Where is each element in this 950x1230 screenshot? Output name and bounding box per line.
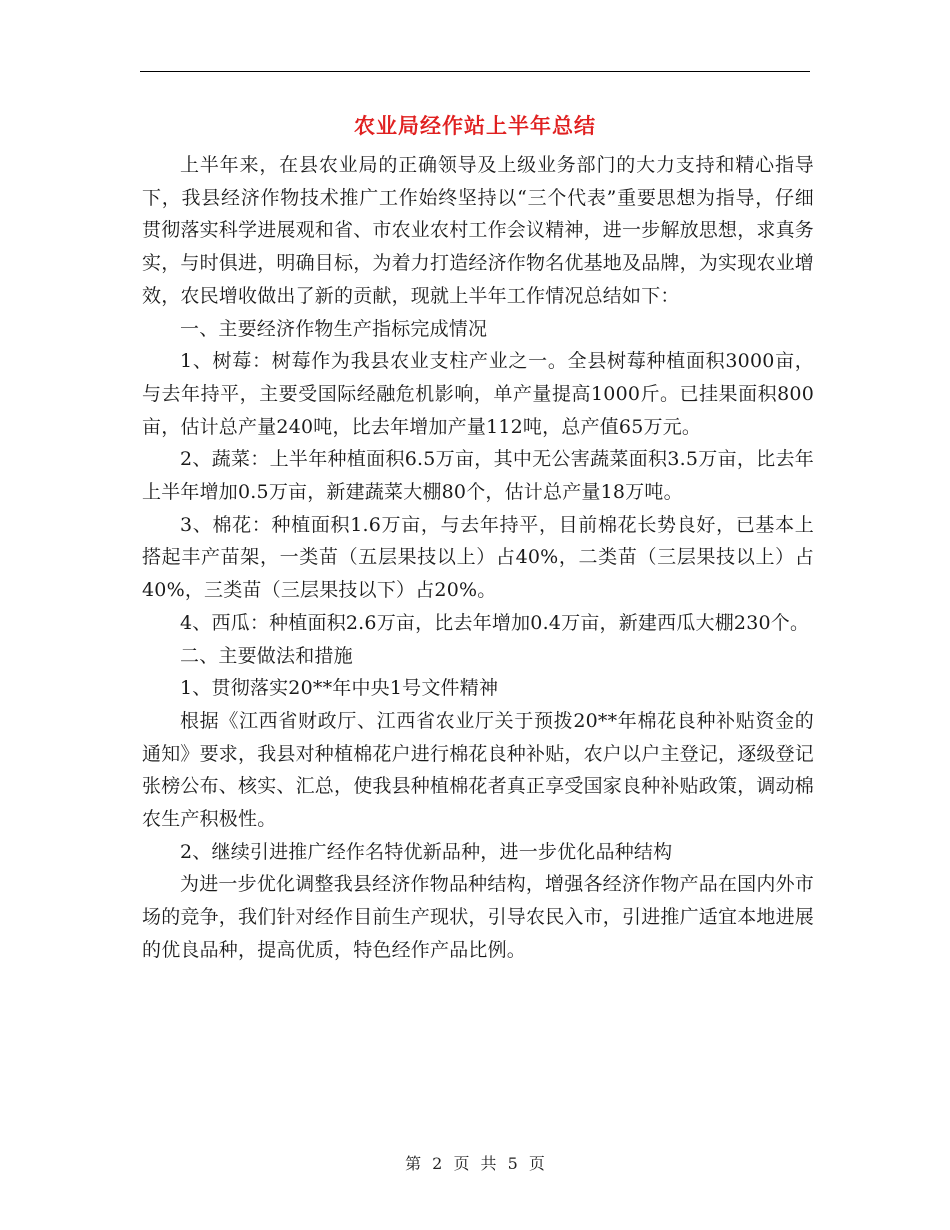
paragraph-raspberry: 1、树莓：树莓作为我县农业支柱产业之一。全县树莓种植面积3000亩，与去年持平，主要受国际经融危机影响，单产量提高1000斤。已挂果面积800亩，估计总产量240吨，比去年增加产量112吨，总产值65万元。 <box>142 350 814 438</box>
paragraph-intro: 上半年来，在县农业局的正确领导及上级业务部门的大力支持和精心指导下，我县经济作物技术推广工作始终坚持以“三个代表”重要思想为指导，仔细贯彻落实科学进展观和省、市农业农村工作会议精神，进一步解放思想，求真务实，与时俱进，明确目标，为着力打造经济作物名优基地及品牌，为实现农业增效，农民增收做出了新的贡献，现就上半年工作情况总结如下： <box>142 154 815 307</box>
paragraph-watermelon: 4、西瓜：种植面积2.6万亩，比去年增加0.4万亩，新建西瓜大棚230个。 <box>180 611 810 634</box>
section-heading-1: 一、主要经济作物生产指标完成情况 <box>180 317 488 340</box>
paragraph-vegetables: 2、蔬菜：上半年种植面积6.5万亩，其中无公害蔬菜面积3.5万亩，比去年上半年增加0.5万亩，新建蔬菜大棚80个，估计总产量18万吨。 <box>142 448 814 504</box>
paragraph-variety-structure: 为进一步优化调整我县经济作物品种结构，增强各经济作物产品在国内外市场的竞争，我们针对经作目前生产现状，引导农民入市，引进推广适宜本地进展的优良品种，提高优质，特色经作产品比例。 <box>142 873 815 961</box>
paragraph-cotton-subsidy: 根据《江西省财政厅、江西省农业厅关于预拨20**年棉花良种补贴资金的通知》要求，我县对种植棉花户进行棉花良种补贴，农户以户主登记，逐级登记张榜公布、核实、汇总，使我县种植棉花者真正享受国家良种补贴政策，调动棉农生产积极性。 <box>142 709 815 831</box>
subheading-document-1: 1、贯彻落实20**年中央1号文件精神 <box>180 677 499 700</box>
section-heading-2: 二、主要做法和措施 <box>180 644 353 667</box>
document-body <box>142 149 814 967</box>
document-title: 农业局经作站上半年总结 <box>354 114 596 138</box>
subheading-new-varieties: 2、继续引进推广经作名特优新品种，进一步优化品种结构 <box>180 840 673 863</box>
header-rule <box>140 71 810 72</box>
paragraph-cotton: 3、棉花：种植面积1.6万亩，与去年持平，目前棉花长势良好，已基本上搭起丰产苗架，一类苗（五层果技以上）占40%，二类苗（三层果技以上）占40%，三类苗（三层果技以下）占20%。 <box>142 513 814 602</box>
page-indicator: 第 2 页 共 5 页 <box>405 1154 545 1173</box>
